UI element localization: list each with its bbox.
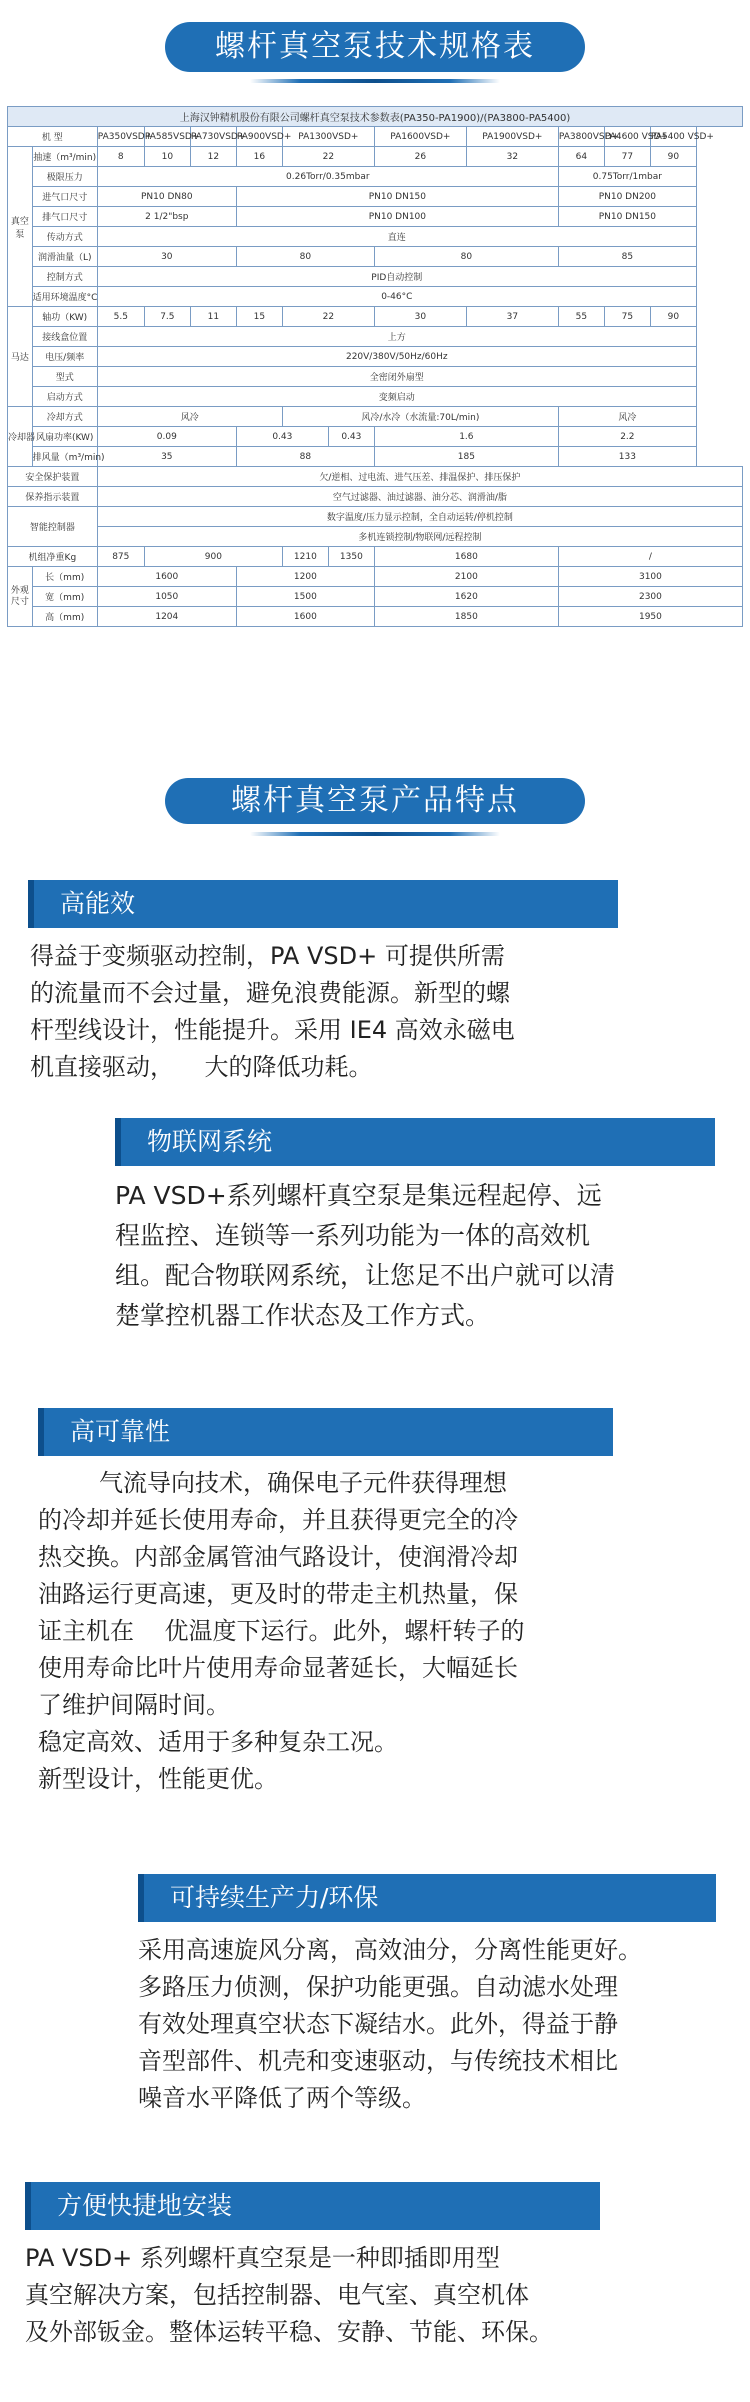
model-cell: PA1600VSD+ [374,127,466,147]
row-label: 长（mm) [32,567,97,587]
model-cell: PA1900VSD+ [466,127,558,147]
row-label: 排风量（m³/min) [32,447,97,467]
row-label: 安全保护装置 [8,467,98,487]
table-row [8,167,743,187]
cell: 11 [190,307,236,327]
table-row [8,227,743,247]
cell: 1850 [374,607,558,627]
cell: 上方 [97,327,696,347]
cell: 22 [282,147,374,167]
cell: 1600 [236,607,374,627]
cell: 2.2 [558,427,696,447]
cell: 1200 [236,567,374,587]
cell: 88 [236,447,374,467]
table-row [8,327,743,347]
row-label: 进气口尺寸 [32,187,97,207]
cell: 直连 [97,227,696,247]
row-label: 排气口尺寸 [32,207,97,227]
row-label: 机 型 [8,127,98,147]
cell: 90 [650,307,696,327]
cell: 5.5 [97,307,144,327]
table-row [8,287,743,307]
model-cell: PA730VSD+ [190,127,236,147]
cell: PN10 DN80 [97,187,236,207]
cell: 35 [97,447,236,467]
cell: 8 [97,147,144,167]
cell: 1950 [558,607,742,627]
title-underline [250,79,500,83]
model-cell: PA900VSD+ [236,127,282,147]
row-label: 传动方式 [32,227,97,247]
cell: 85 [558,247,696,267]
table-row [8,307,743,327]
cell: 3100 [558,567,742,587]
cell: 2300 [558,587,742,607]
cell: 1350 [328,547,374,567]
features-section-header [0,778,750,848]
cell: 风冷/水冷（水流量:70L/min) [282,407,558,427]
cell: 多机连锁控制/物联网/远程控制 [97,527,742,547]
spec-table [7,106,743,627]
model-cell: PA1300VSD+ [282,127,374,147]
row-label: 型式 [32,367,97,387]
spec-section-header [0,22,750,92]
row-label: 冷却方式 [32,407,97,427]
group-label-motor: 马达 [8,307,33,407]
row-label: 机组净重Kg [8,547,98,567]
cell: 0.43 [236,427,328,447]
table-row [8,247,743,267]
row-label: 控制方式 [32,267,97,287]
table-row [8,447,743,467]
cell: 12 [190,147,236,167]
row-label: 风扇功率(KW) [32,427,97,447]
feature-title-bar: 高能效 [28,880,618,928]
cell: 1620 [374,587,558,607]
table-row [8,367,743,387]
row-label: 智能控制器 [8,507,98,547]
cell: 26 [374,147,466,167]
row-label: 电压/频率 [32,347,97,367]
feature-text: 得益于变频驱动控制，PA VSD+ 可提供所需 的流量而不会过量，避免浪费能源。新型的螺 杆型线设计，性能提升。采用 IE4 高效永磁电 机直接驱动， 大的降低功耗。 [30,942,515,1081]
cell: 7.5 [144,307,190,327]
table-row [8,567,743,587]
cell: 75 [604,307,650,327]
model-cell: PA350VSD+ [97,127,144,147]
row-label: 润滑油量（L) [32,247,97,267]
cell: PN10 DN100 [236,207,558,227]
cell: 1680 [374,547,558,567]
model-cell: PA4600 VSD+ [604,127,650,147]
cell: 0.26Torr/0.35mbar [97,167,558,187]
cell: PN10 DN150 [236,187,558,207]
spec-section-title: 螺杆真空泵技术规格表 [165,22,585,72]
table-title: 上海汉钟精机股份有限公司螺杆真空泵技术参数表(PA350-PA1900)/(PA3800-PA5400) [8,107,743,127]
row-label: 启动方式 [32,387,97,407]
row-label: 接线盒位置 [32,327,97,347]
cell: 空气过滤器、油过滤器、油分芯、润滑油/脂 [97,487,742,507]
cell: 0-46°C [97,287,696,307]
cell: 1210 [282,547,328,567]
table-row [8,127,743,147]
cell: 875 [97,547,144,567]
model-cell: PA3800VSD+ [558,127,604,147]
cell: 64 [558,147,604,167]
cell: 0.09 [97,427,236,447]
cell: 133 [558,447,696,467]
table-row [8,207,743,227]
cell: 风冷 [97,407,282,427]
feature-title-bar: 物联网系统 [115,1118,715,1166]
cell: 1204 [97,607,236,627]
cell: 22 [282,307,374,327]
cell: 16 [236,147,282,167]
cell: 80 [236,247,374,267]
feature-title-bar: 方便快捷地安装 [25,2182,600,2230]
feature-text: 采用高速旋风分离，高效油分，分离性能更好。 多路压力侦测，保护功能更强。自动滤水处理 有效处理真空状态下凝结水。此外，得益于静 音型部件、机壳和变速驱动，与传统技术相比 噪音水平降低了两个等级。 [138,1936,642,2112]
cell: 0.75Torr/1mbar [558,167,696,187]
cell: 30 [97,247,236,267]
feature-text: 气流导向技术，确保电子元件获得理想 的冷却并延长使用寿命，并且获得更完全的冷 热交换。内部金属管油气路设计，使润滑冷却 油路运行更高速，更及时的带走主机热量，保 证主机在 优温度下运行。此外，螺杆转子的 使用寿命比叶片使用寿命显著延长，大幅延长 了维护间隔时间。 稳定高效、适用于多种复杂工况。 新型设计，性能更优。 [38,1469,525,1793]
cell: 80 [374,247,558,267]
features-section-title: 螺杆真空泵产品特点 [165,778,585,824]
cell: PN10 DN150 [558,207,696,227]
table-row [8,507,743,527]
cell: 1.6 [374,427,558,447]
model-cell: PA5400 VSD+ [650,127,696,147]
cell: 1500 [236,587,374,607]
model-cell: PA585VSD+ [144,127,190,147]
row-label: 适用环境温度°C [32,287,97,307]
cell: 30 [374,307,466,327]
cell: 220V/380V/50Hz/60Hz [97,347,696,367]
cell: 1050 [97,587,236,607]
cell: 15 [236,307,282,327]
table-row [8,147,743,167]
cell: 32 [466,147,558,167]
table-row [8,347,743,367]
cell: / [558,547,742,567]
table-row [8,387,743,407]
cell: 2 1/2"bsp [97,207,236,227]
group-label-dims: 外观尺寸 [8,567,33,627]
feature-text: PA VSD+系列螺杆真空泵是集远程起停、远 程监控、连锁等一系列功能为一体的高效机 组。配合物联网系统，让您足不出户就可以清 楚掌控机器工作状态及工作方式。 [115,1181,616,1330]
cell: 数字温度/压力显示控制，全自动运转/停机控制 [97,507,742,527]
cell: 1600 [97,567,236,587]
cell: PN10 DN200 [558,187,696,207]
title-underline [250,832,500,836]
feature-title-bar: 可持续生产力/环保 [138,1874,716,1922]
cell: 90 [650,147,696,167]
cell: 0.43 [328,427,374,447]
table-row [8,487,743,507]
row-label: 保养指示装置 [8,487,98,507]
row-label: 极限压力 [32,167,97,187]
cell: PID自动控制 [97,267,696,287]
cell: 2100 [374,567,558,587]
row-label: 抽速（m³/min) [32,147,97,167]
cell: 185 [374,447,558,467]
cell: 变频启动 [97,387,696,407]
cell: 900 [144,547,282,567]
feature-title-bar: 高可靠性 [38,1408,613,1456]
cell: 全密闭外扇型 [97,367,696,387]
table-row [8,427,743,447]
table-row [8,267,743,287]
cell: 风冷 [558,407,696,427]
group-label-cooler: 冷却器 [8,407,33,467]
table-row [8,607,743,627]
row-label: 宽（mm) [32,587,97,607]
row-label: 轴功（KW) [32,307,97,327]
cell: 55 [558,307,604,327]
table-row [8,187,743,207]
feature-text: PA VSD+ 系列螺杆真空泵是一种即插即用型 真空解决方案，包括控制器、电气室、真空机体 及外部钣金。整体运转平稳、安静、节能、环保。 [25,2244,553,2346]
table-row [8,527,743,547]
table-row [8,407,743,427]
table-row [8,587,743,607]
table-row [8,467,743,487]
group-label-pump: 真空泵 [8,147,33,307]
cell: 10 [144,147,190,167]
cell: 37 [466,307,558,327]
table-row [8,547,743,567]
cell: 77 [604,147,650,167]
row-label: 高（mm) [32,607,97,627]
cell: 欠/逆相、过电流、进气压差、排温保护、排压保护 [97,467,742,487]
